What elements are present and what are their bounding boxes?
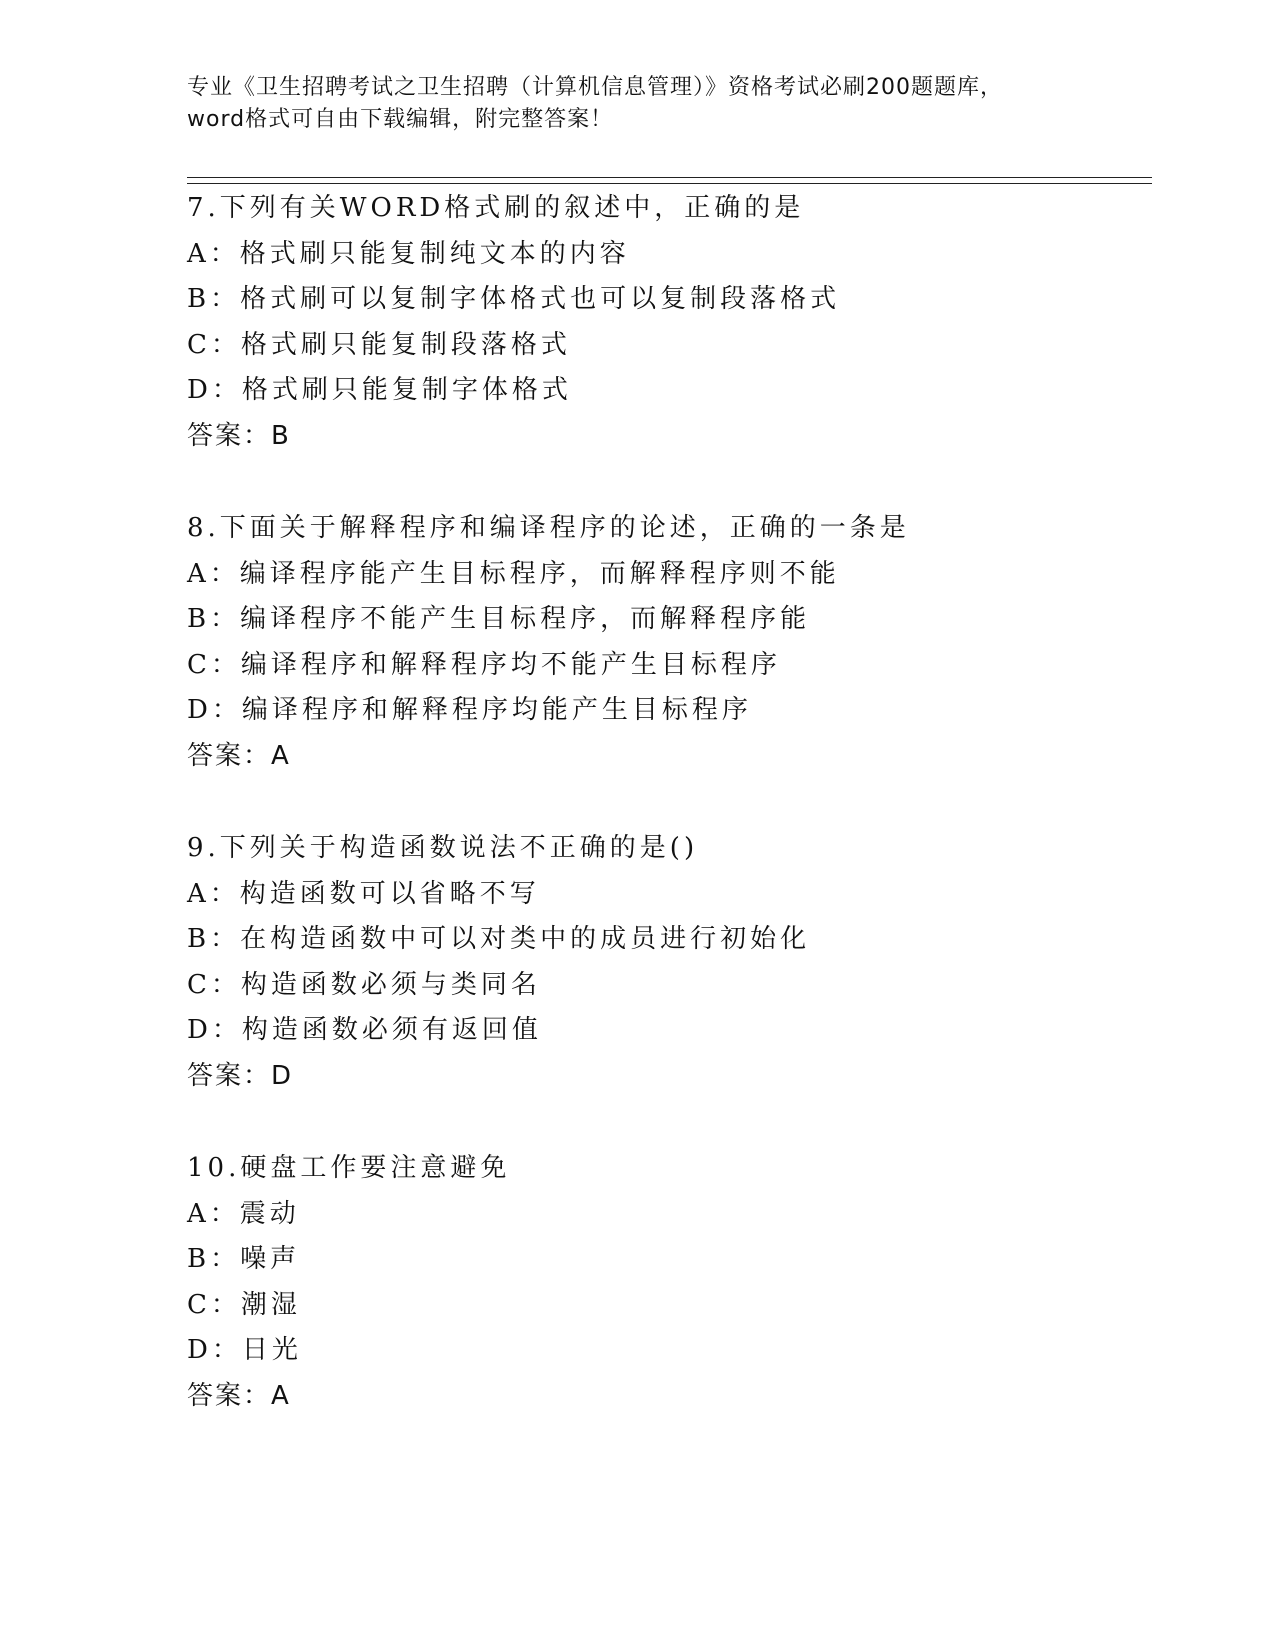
answer-label: 答案：D <box>187 1060 294 1091</box>
header-divider-bottom <box>187 183 1152 184</box>
option-c: C：格式刷只能复制段落格式 <box>187 329 571 360</box>
option-a: A：编译程序能产生目标程序，而解释程序则不能 <box>187 558 840 589</box>
option-d: D：构造函数必须有返回值 <box>187 1015 542 1045</box>
question-10 <box>187 1146 1147 1419</box>
option-a: A：构造函数可以省略不写 <box>187 878 540 909</box>
question-7 <box>187 186 1147 459</box>
option-b: B：噪声 <box>187 1244 301 1274</box>
answer-label: 答案：A <box>187 740 291 771</box>
document-header <box>187 72 1087 136</box>
question-stem: 8.下面关于解释程序和编译程序的论述，正确的一条是 <box>187 513 910 543</box>
header-line-2: word格式可自由下载编辑，附完整答案！ <box>187 107 614 132</box>
header-line-1: 专业《卫生招聘考试之卫生招聘（计算机信息管理）》资格考试必刷200题题库， <box>187 75 1003 100</box>
option-c: C：潮湿 <box>187 1289 301 1320</box>
option-b: B：格式刷可以复制字体格式也可以复制段落格式 <box>187 284 841 314</box>
option-b: B：编译程序不能产生目标程序，而解释程序能 <box>187 604 811 634</box>
question-8 <box>187 506 1147 779</box>
answer-label: 答案：A <box>187 1380 291 1411</box>
option-c: C：构造函数必须与类同名 <box>187 969 541 1000</box>
option-d: D：编译程序和解释程序均能产生目标程序 <box>187 695 752 725</box>
answer-label: 答案：B <box>187 420 291 451</box>
option-a: A：格式刷只能复制纯文本的内容 <box>187 238 630 269</box>
option-b: B：在构造函数中可以对类中的成员进行初始化 <box>187 924 811 954</box>
option-d: D：格式刷只能复制字体格式 <box>187 375 572 405</box>
option-d: D：日光 <box>187 1335 302 1365</box>
header-divider-top <box>187 177 1152 178</box>
question-stem: 7.下列有关WORD格式刷的叙述中，正确的是 <box>187 193 805 223</box>
option-c: C：编译程序和解释程序均不能产生目标程序 <box>187 649 781 680</box>
question-stem: 9.下列关于构造函数说法不正确的是() <box>187 833 699 863</box>
question-stem: 10.硬盘工作要注意避免 <box>187 1153 511 1183</box>
option-a: A：震动 <box>187 1198 300 1229</box>
question-9 <box>187 826 1147 1099</box>
